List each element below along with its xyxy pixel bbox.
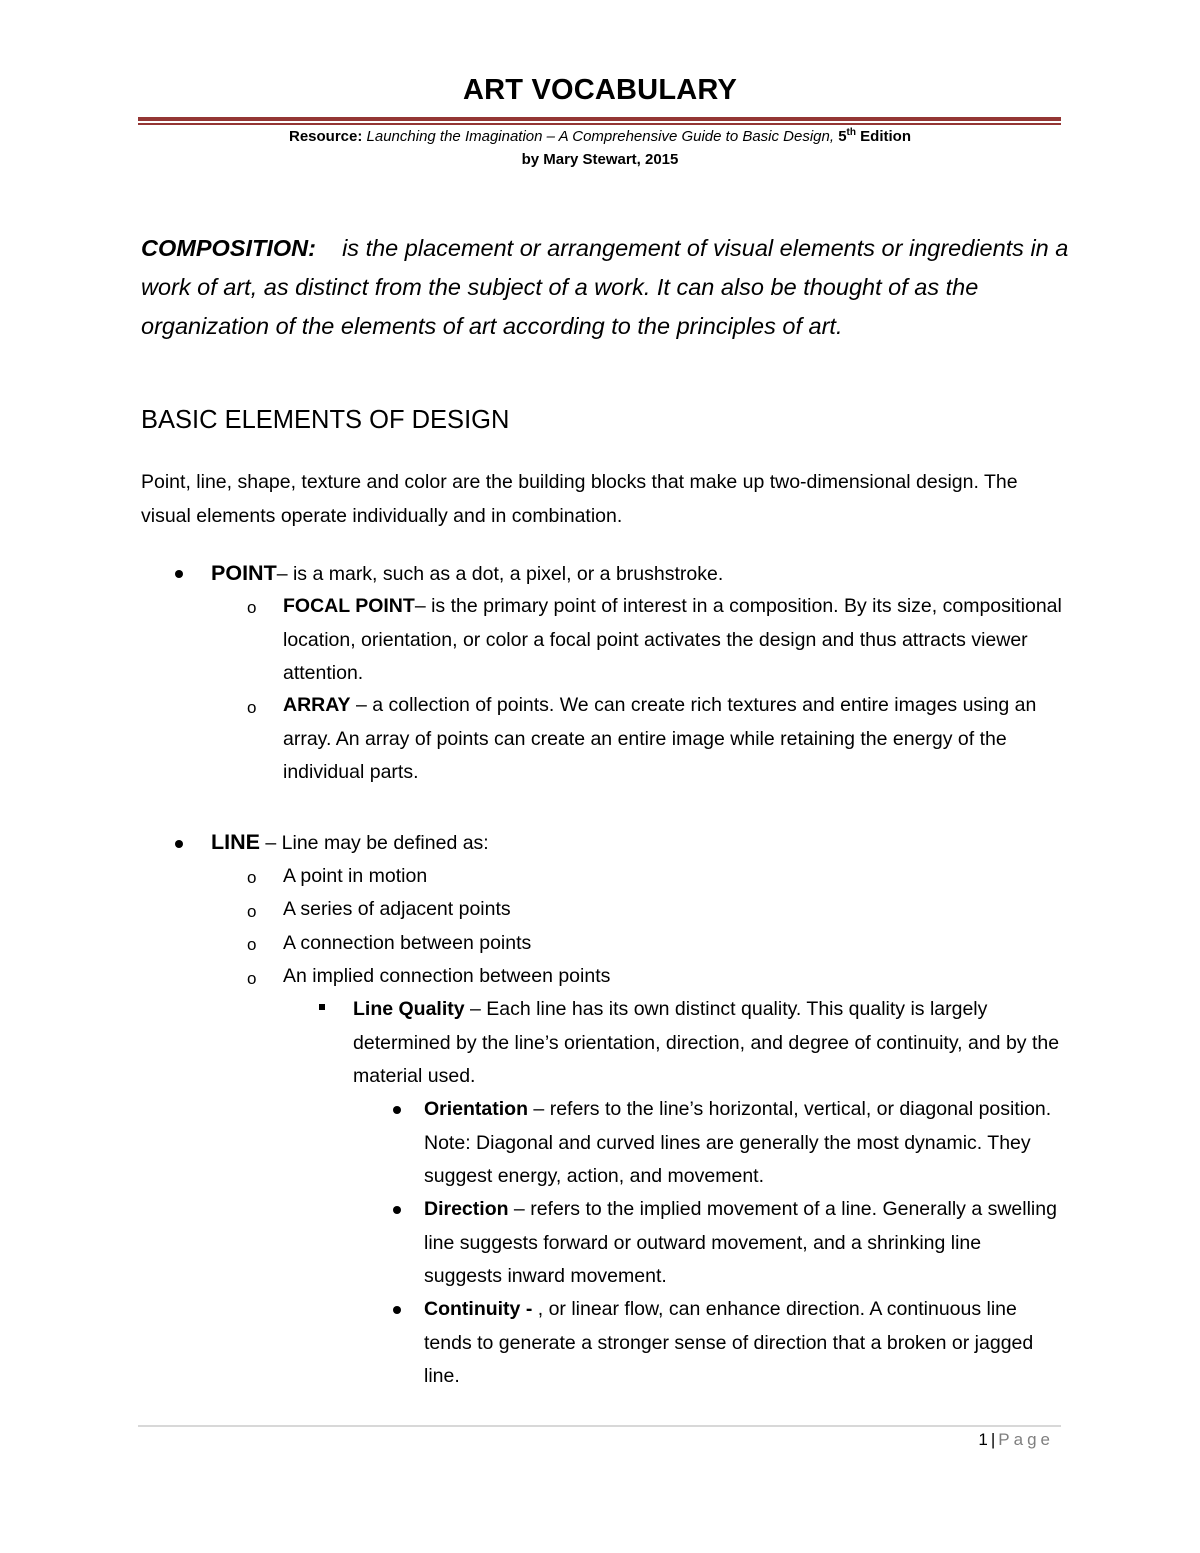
bullet-hollow: o [247, 935, 257, 954]
list-item-line [211, 826, 1071, 861]
header-rule-thick [138, 117, 1061, 121]
list-item-orientation [424, 1093, 1064, 1194]
continuity-term: Continuity - [424, 1298, 533, 1320]
line-quality-term: Line Quality [353, 998, 465, 1020]
edition-number: 5 [838, 128, 847, 145]
bullet-disc [175, 840, 183, 848]
bullet-hollow: o [247, 698, 257, 717]
line-term: LINE [211, 830, 260, 854]
resource-label: Resource: [289, 128, 363, 145]
edition-superscript: th [846, 127, 856, 138]
page-footer [978, 1430, 1054, 1450]
line-text: – Line may be defined as: [259, 832, 489, 854]
direction-term: Direction [424, 1198, 509, 1220]
focal-point-text: – is the primary point of interest in a composition. By its size, compositional location, orientation, or color a focal point activates the design and thus attracts viewer attention. [283, 595, 1062, 684]
direction-text: – refers to the implied movement of a line. Generally a swelling line suggests forward or outward movement, and a shrinking line suggests inward movement. [424, 1198, 1057, 1287]
list-item-continuity [424, 1293, 1064, 1394]
composition-term: COMPOSITION: [141, 235, 316, 261]
list-item-focal-point [283, 590, 1063, 691]
bullet-disc [393, 1206, 401, 1214]
orientation-text: – refers to the line’s horizontal, vertical, or diagonal position. Note: Diagonal and curved lines are generally the most dynamic. They suggest energy, action, and movement. [424, 1098, 1052, 1187]
document-title: ART VOCABULARY [463, 74, 737, 106]
focal-point-term: FOCAL POINT [283, 595, 415, 617]
bullet-disc [393, 1106, 401, 1114]
bullet-hollow: o [247, 868, 257, 887]
bullet-disc [175, 570, 183, 578]
bullet-square [319, 1004, 325, 1010]
header-rule-thin [138, 123, 1061, 125]
page-label: Page [998, 1430, 1054, 1449]
line-quality-text: – Each line has its own distinct quality. This quality is largely determined by the line’s orientation, direction, and degree of continuity, and by the material used. [353, 998, 1060, 1087]
byline: by Mary Stewart, 2015 [521, 151, 679, 168]
resource-citation [0, 127, 1200, 145]
array-text: – a collection of points. We can create rich textures and entire images using an array. An array of points can create an entire image while retaining the energy of the individual parts. [283, 694, 1037, 783]
line-definition-item: A series of adjacent points [283, 898, 511, 920]
list-item-line-quality [353, 993, 1065, 1094]
line-definition-item: An implied connection between points [283, 965, 611, 987]
bullet-hollow: o [247, 969, 257, 988]
continuity-text: , or linear flow, can enhance direction. A continuous line tends to generate a stronger sense of direction that a broken or jagged line. [424, 1298, 1034, 1387]
resource-title: Launching the Imagination – A Comprehensive Guide to Basic Design, [366, 128, 835, 145]
bullet-hollow: o [247, 598, 257, 617]
point-text: – is a mark, such as a dot, a pixel, or a brushstroke. [276, 563, 724, 585]
footer-separator: | [990, 1430, 996, 1449]
list-item-point [211, 557, 1071, 592]
bullet-hollow: o [247, 902, 257, 921]
composition-definition [141, 229, 1071, 346]
line-definition-item: A point in motion [283, 865, 428, 887]
line-definition-item: A connection between points [283, 932, 532, 954]
edition-word: Edition [860, 128, 911, 145]
point-term: POINT [211, 561, 277, 585]
orientation-term: Orientation [424, 1098, 529, 1120]
list-item-array [283, 689, 1063, 790]
section-intro: Point, line, shape, texture and color are the building blocks that make up two-dimensional design. The visual elements operate individually and in combination. [141, 471, 1018, 527]
footer-rule [138, 1425, 1061, 1427]
section-heading: BASIC ELEMENTS OF DESIGN [141, 406, 510, 434]
page-number: 1 [978, 1430, 988, 1449]
composition-text: is the placement or arrangement of visual elements or ingredients in a work of art, as distinct from the subject of a work. It can also be thought of as the organization of the elements of art according to the principles of art. [141, 235, 1069, 339]
bullet-disc [393, 1306, 401, 1314]
array-term: ARRAY [283, 694, 351, 716]
list-item-direction [424, 1193, 1064, 1294]
